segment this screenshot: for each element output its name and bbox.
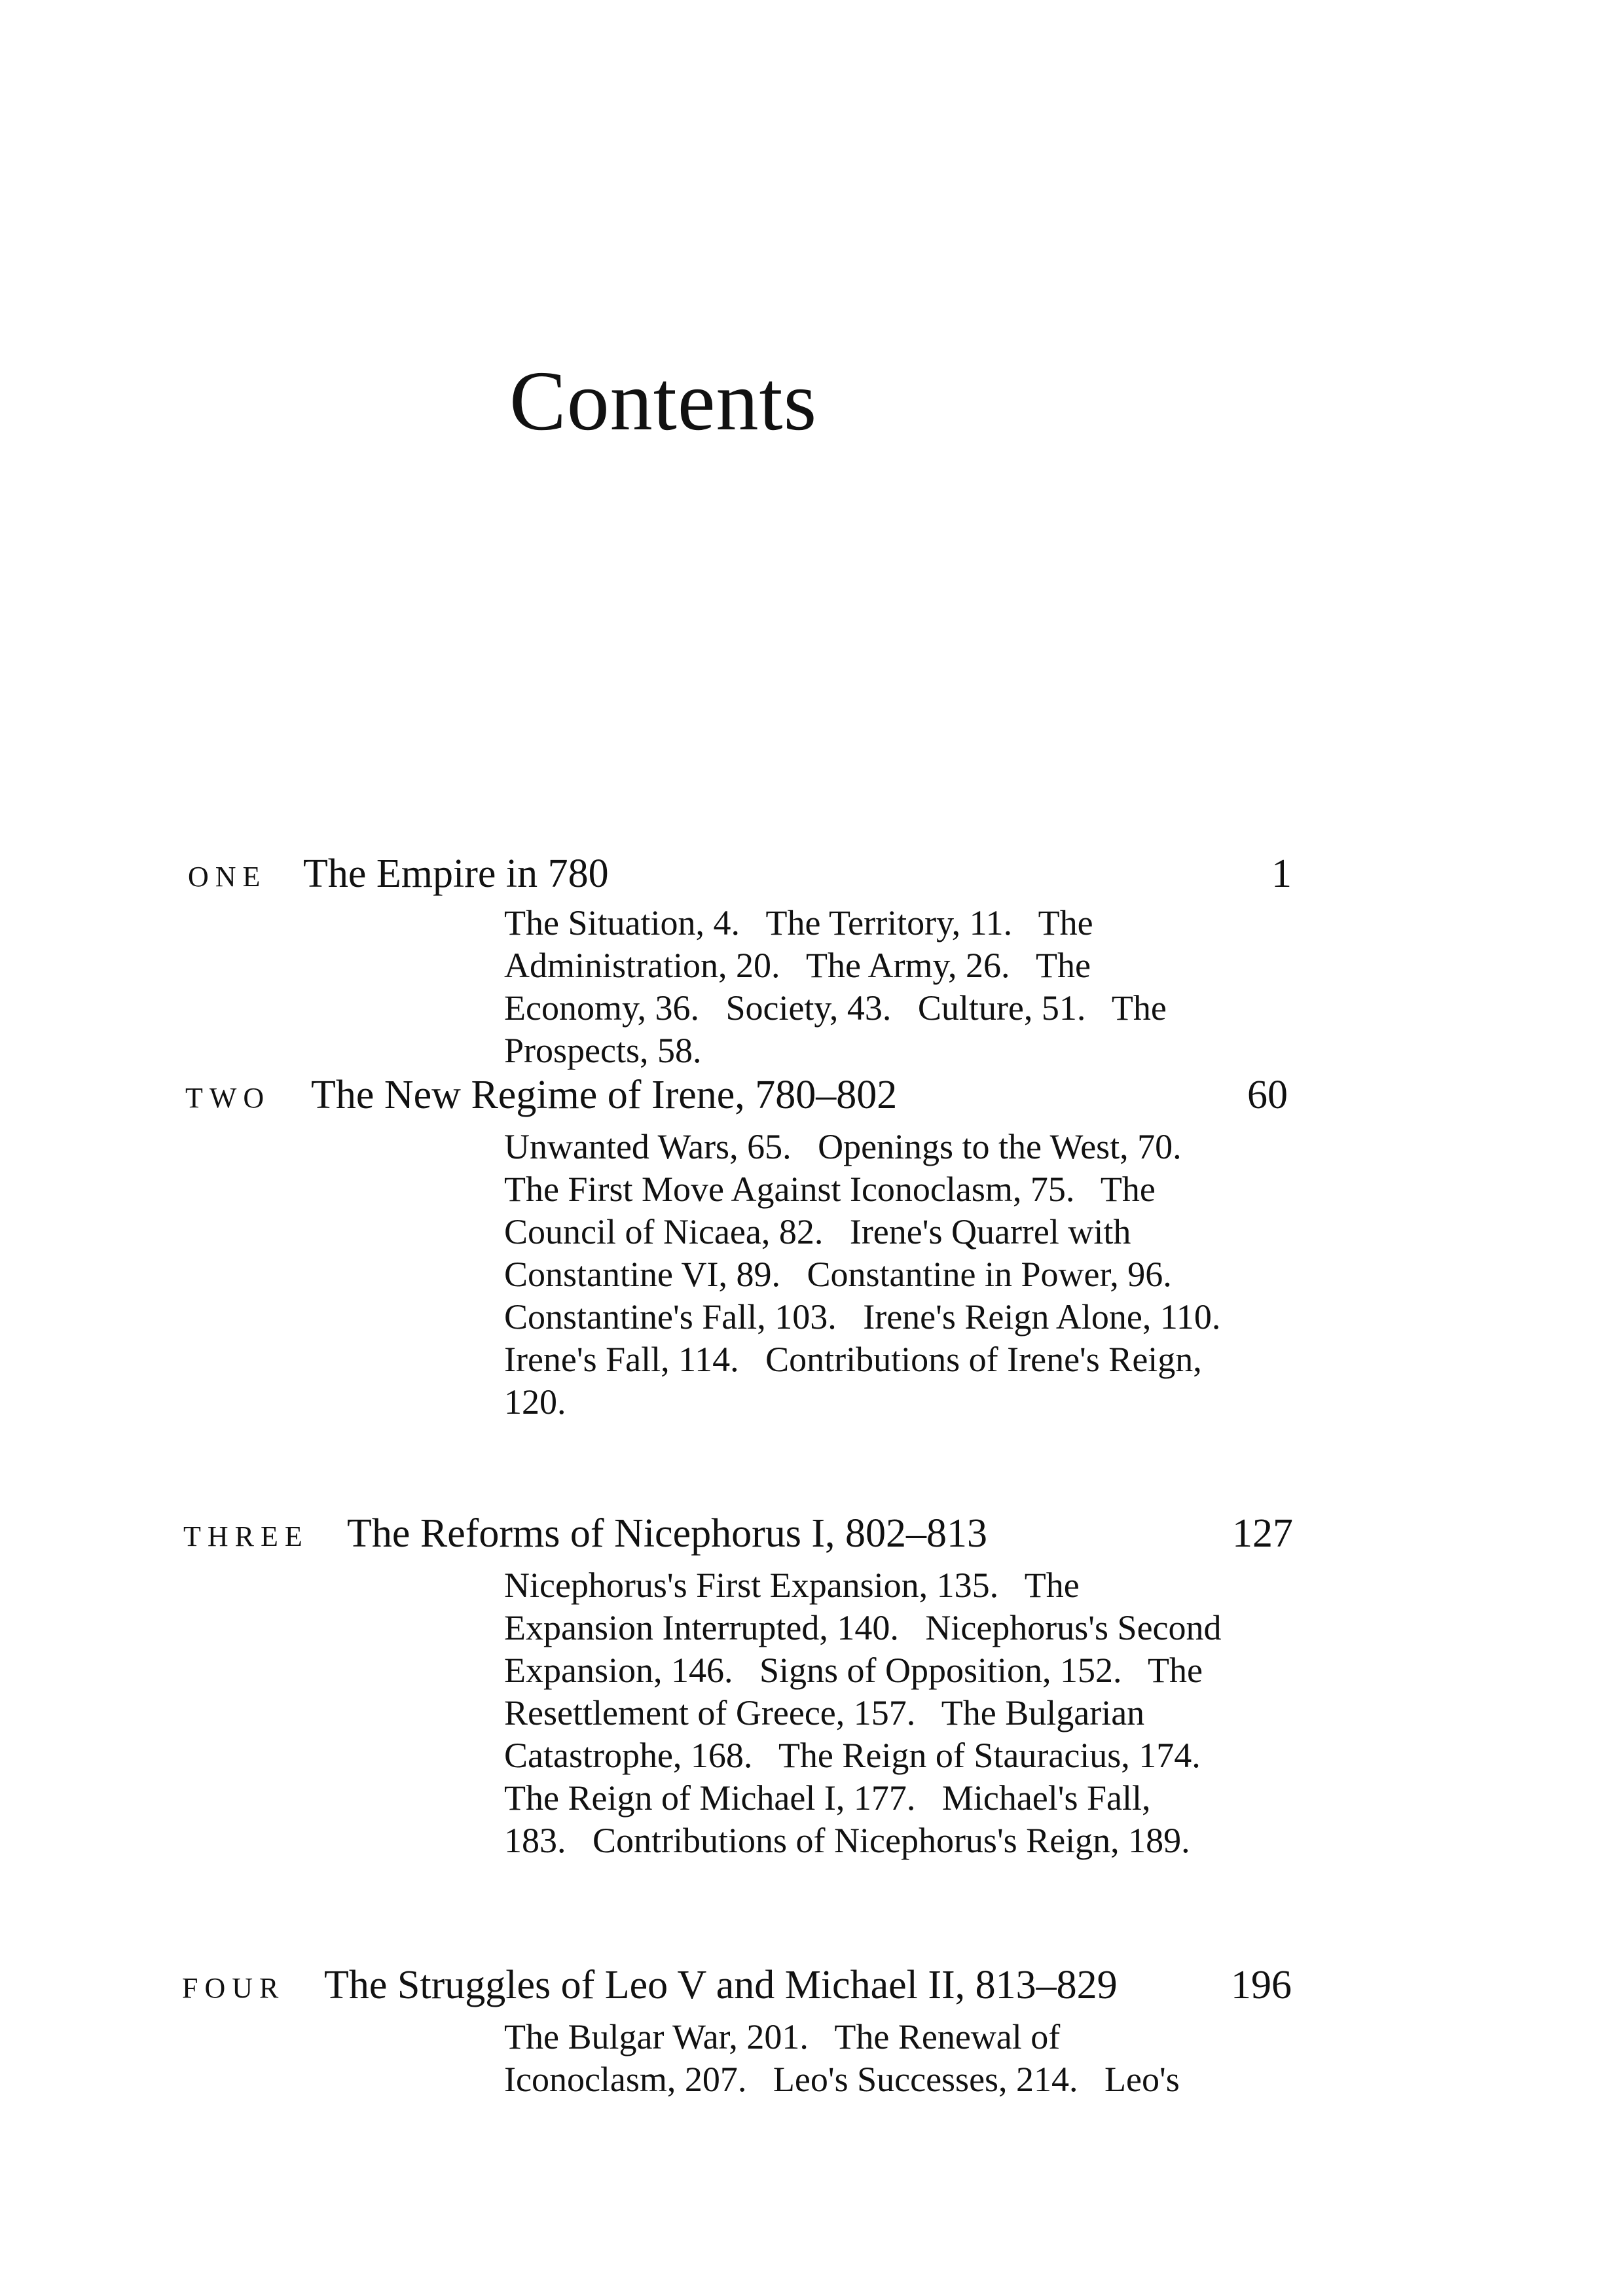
page-title: Contents bbox=[509, 354, 818, 448]
section-line: Nicephorus's First Expansion, 135. The bbox=[504, 1566, 1080, 1605]
chapter-number: FOUR bbox=[182, 1972, 285, 2004]
chapter-number: THREE bbox=[183, 1520, 309, 1552]
chapter-title: The Reforms of Nicephorus I, 802–813 bbox=[347, 1511, 988, 1556]
section-line: 120. bbox=[504, 1382, 566, 1422]
section-line: The Bulgar War, 201. The Renewal of bbox=[504, 2017, 1061, 2056]
section-line: Administration, 20. The Army, 26. The bbox=[504, 946, 1091, 985]
section-line: Prospects, 58. bbox=[504, 1031, 702, 1070]
section-line: Economy, 36. Society, 43. Culture, 51. The bbox=[504, 988, 1167, 1028]
chapter-title: The New Regime of Irene, 780–802 bbox=[311, 1073, 898, 1117]
chapter-title: The Struggles of Leo V and Michael II, 813–829 bbox=[324, 1963, 1118, 2007]
chapter-number: TWO bbox=[185, 1082, 271, 1114]
section-line: Catastrophe, 168. The Reign of Stauracius, 174. bbox=[504, 1736, 1201, 1775]
chapter-page-number: 196 bbox=[1231, 1963, 1292, 2007]
chapter-page-number: 60 bbox=[1247, 1073, 1288, 1117]
chapter-title: The Empire in 780 bbox=[303, 852, 609, 896]
section-line: The Situation, 4. The Territory, 11. The bbox=[504, 903, 1093, 942]
chapter-sections bbox=[504, 902, 1167, 1072]
section-line: Unwanted Wars, 65. Openings to the West, 70. bbox=[504, 1127, 1182, 1166]
section-line: Resettlement of Greece, 157. The Bulgarian bbox=[504, 1693, 1145, 1732]
section-line: Irene's Fall, 114. Contributions of Irene's Reign, bbox=[504, 1340, 1202, 1379]
chapter-page-number: 127 bbox=[1232, 1511, 1293, 1556]
chapter-page-number: 1 bbox=[1271, 852, 1292, 896]
section-line: 183. Contributions of Nicephorus's Reign, 189. bbox=[504, 1821, 1190, 1860]
section-line: Constantine VI, 89. Constantine in Power, 96. bbox=[504, 1255, 1172, 1294]
section-line: Expansion Interrupted, 140. Nicephorus's Second bbox=[504, 1608, 1222, 1647]
chapter-number: ONE bbox=[188, 861, 267, 893]
chapter-sections bbox=[504, 2016, 1180, 2101]
chapter-sections bbox=[504, 1564, 1222, 1862]
section-line: Expansion, 146. Signs of Opposition, 152. The bbox=[504, 1651, 1203, 1690]
section-line: Council of Nicaea, 82. Irene's Quarrel with bbox=[504, 1212, 1131, 1251]
section-line: Constantine's Fall, 103. Irene's Reign Alone, 110. bbox=[504, 1297, 1221, 1336]
section-line: The First Move Against Iconoclasm, 75. The bbox=[504, 1170, 1156, 1209]
section-line: Iconoclasm, 207. Leo's Successes, 214. Leo's bbox=[504, 2060, 1180, 2099]
section-line: The Reign of Michael I, 177. Michael's Fall, bbox=[504, 1778, 1151, 1818]
chapter-sections bbox=[504, 1126, 1220, 1424]
